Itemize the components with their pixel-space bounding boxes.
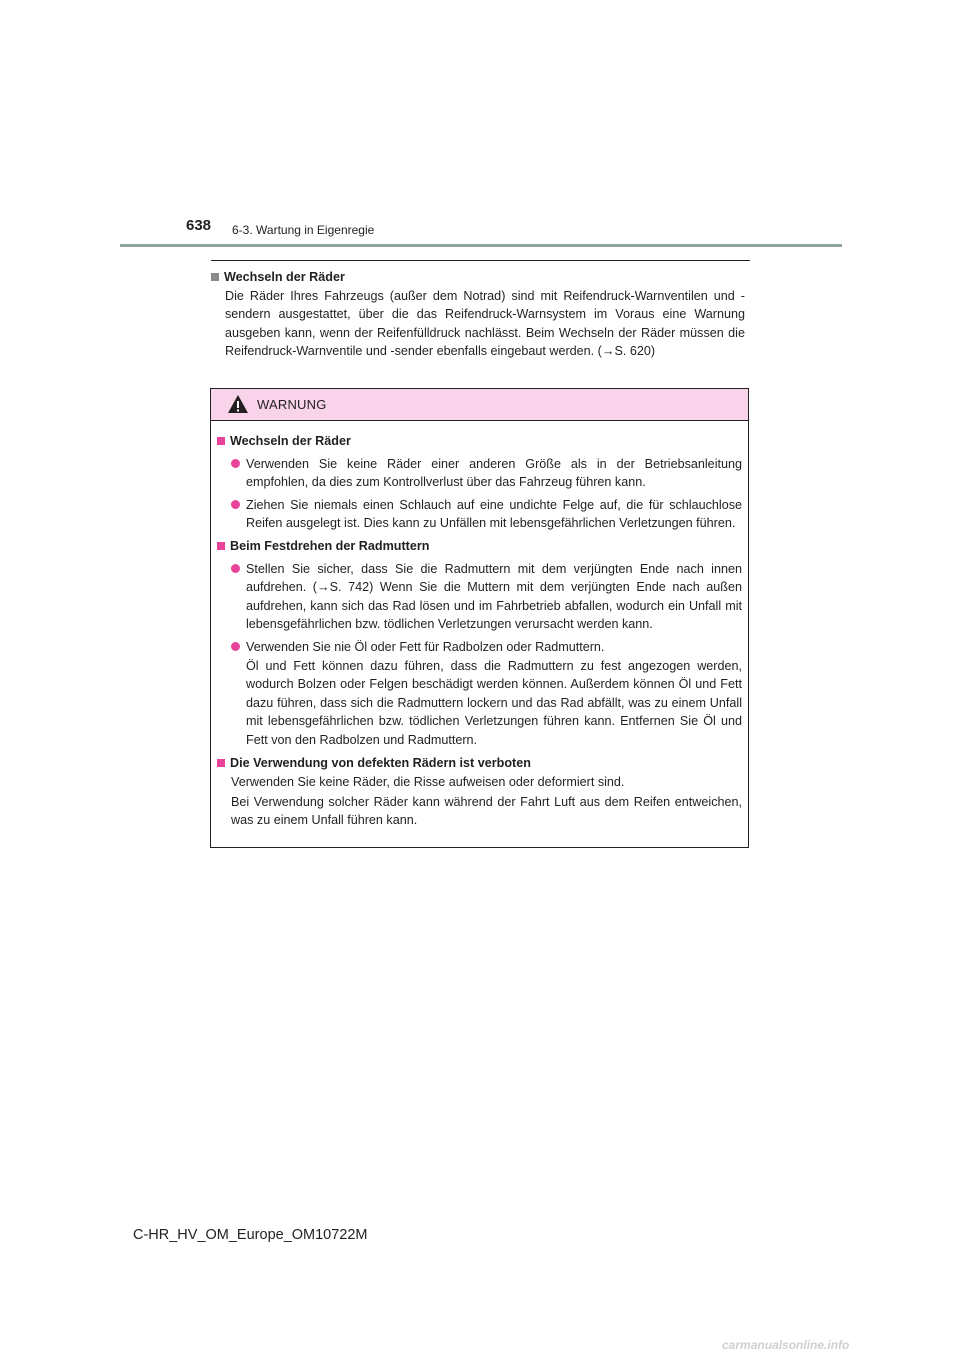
warning-box [210,388,749,848]
warning-section-heading [217,537,742,556]
warning-paragraph: Bei Verwendung solcher Räder kann während der Fahrt Luft aus dem Reifen entweichen, was zu einem Unfall führen kann. [231,794,742,828]
warning-triangle-icon [227,394,249,414]
content-divider [211,260,750,261]
warning-section-heading-text: Beim Festdrehen der Radmuttern [230,538,430,553]
warning-body [211,421,748,830]
warning-section-heading [217,432,742,451]
intro-heading-text: Wechseln der Räder [224,270,345,284]
intro-section [211,268,745,361]
list-item [217,455,742,492]
bullet-dot-icon [231,459,240,468]
page-number: 638 [186,217,212,234]
warning-section-heading-text: Die Verwendung von defekten Rädern ist verboten [230,755,531,770]
list-item-text: Stellen Sie sicher, dass Sie die Radmuttern mit dem verjüngten Ende nach innen aufdrehen. (→S. 742) Wenn Sie die Muttern mit dem verjüngten Ende nach außen aufdrehen, kann sich das Rad lösen und im Fahrbetrieb abfallen, wodurch ein Unfall mit lebensgefährlichen bzw. tödlichen Verletzungen verursacht werden kann. [246,561,742,632]
bullet-dot-icon [231,564,240,573]
watermark: carmanualsonline.info [722,1338,850,1352]
warning-paragraph: Verwenden Sie keine Räder, die Risse aufweisen oder deformiert sind. [231,775,625,790]
section-title: 6-3. Wartung in Eigenregie [232,223,375,237]
list-item [217,560,742,634]
list-item-continuation: Öl und Fett können dazu führen, dass die Radmuttern zu fest angezogen werden, wodurch Bolzen oder Felgen beschädigt werden können. Außerdem können Öl und Fett dazu führen, dass sich die Radmuttern lockern und das Rad abfällt, was zu einem Unfall mit lebensgefährlichen bzw. tödlichen Verletzungen führen kann. Entfernen Sie Öl und Fett von den Radbolzen und Radmuttern. [246,658,742,747]
square-bullet-icon [217,759,225,767]
warning-section-heading [217,754,742,773]
list-item [217,638,742,750]
list-item-text: Ziehen Sie niemals einen Schlauch auf eine undichte Felge auf, die für schlauchlose Reifen ausgelegt ist. Dies kann zu Unfällen mit lebensgefährlichen Verletzungen führen. [246,497,742,531]
bullet-dot-icon [231,500,240,509]
header-divider [120,244,842,247]
intro-text: Die Räder Ihres Fahrzeugs (außer dem Notrad) sind mit Reifendruck-Warnventilen und -sendern ausgestattet, über die das Reifendruck-Warnsystem im Voraus eine Warnung ausgeben kann, wenn der Reifenfülldruck nachlässt. Beim Wechseln der Räder müssen die Reifendruck-Warnventile und -sender ebenfalls eingebaut werden. (→S. 620) [225,288,745,359]
list-item [217,496,742,533]
square-bullet-icon [217,542,225,550]
list-item-text: Verwenden Sie keine Räder einer anderen Größe als in der Betriebsanleitung empfohlen, da dies zum Kontrollverlust über das Fahrzeug führen kann. [246,456,742,490]
square-bullet-icon [211,273,219,281]
list-item-first-line: Verwenden Sie nie Öl oder Fett für Radbolzen oder Radmuttern. [246,639,605,654]
warning-header [211,389,748,421]
warning-section-heading-text: Wechseln der Räder [230,434,351,448]
intro-heading [211,268,745,287]
warning-label: WARNUNG [257,397,327,412]
bullet-dot-icon [231,642,240,651]
manual-code: C-HR_HV_OM_Europe_OM10722M [133,1227,368,1243]
list-item-text [246,638,742,750]
square-bullet-icon [217,437,225,445]
